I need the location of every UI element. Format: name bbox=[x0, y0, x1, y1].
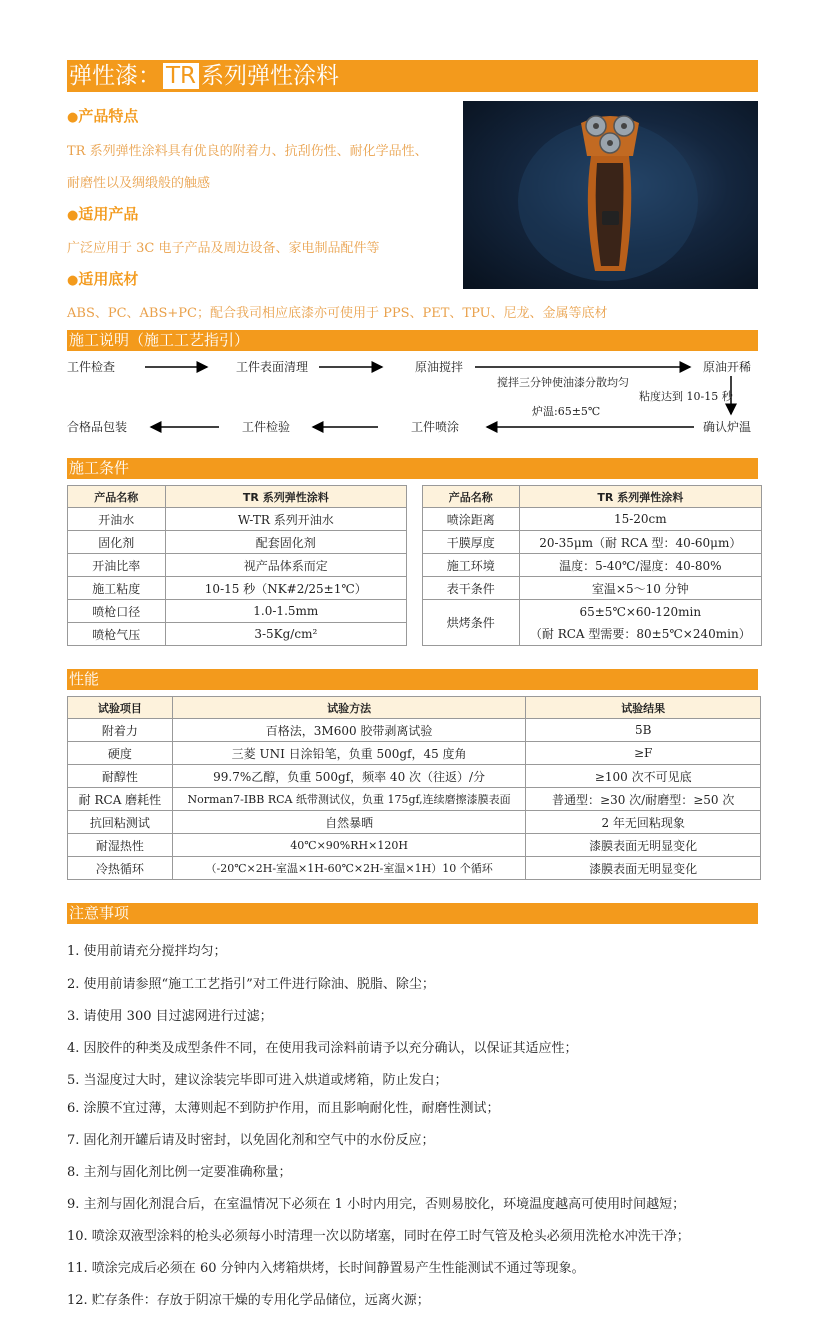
table-cell: ≥100 次不可见底 bbox=[526, 765, 761, 788]
feature-text-2: 广泛应用于 3C 电子产品及周边设备、家电制品配件等 bbox=[67, 241, 380, 256]
bake-conditions bbox=[519, 600, 761, 646]
title-suffix: 系列弹性涂料 bbox=[201, 63, 340, 89]
table-cell: W-TR 系列开油水 bbox=[165, 508, 406, 531]
notice-item: 3. 请使用 300 目过滤网进行过滤； bbox=[67, 1009, 273, 1024]
bake-line-1: 65±5℃×60-120min bbox=[579, 604, 702, 619]
performance-section-bar: 性能 bbox=[67, 669, 758, 690]
cond-right-header-1: 产品名称 bbox=[423, 486, 520, 508]
conditions-table-left bbox=[67, 485, 407, 646]
feature-heading-2: ●适用产品 bbox=[67, 205, 139, 223]
table-cell: 室温×5～10 分钟 bbox=[519, 577, 761, 600]
table-cell: 抗回粘测试 bbox=[68, 811, 173, 834]
notice-item: 6. 涂膜不宜过薄，太薄则起不到防护作用，而且影响耐化性，耐磨性测试； bbox=[67, 1101, 500, 1116]
table-cell: 三菱 UNI 日涂铅笔，负重 500gf，45 度角 bbox=[172, 742, 526, 765]
notice-item: 8. 主剂与固化剂比例一定要准确称量； bbox=[67, 1165, 292, 1180]
table-cell: 2 年无回粘现象 bbox=[526, 811, 761, 834]
table-cell: ≥F bbox=[526, 742, 761, 765]
feature-text-3: ABS、PC、ABS+PC；配合我司相应底漆亦可使用于 PPS、PET、TPU、尼龙、金属等底材 bbox=[67, 306, 608, 321]
table-cell: 硬度 bbox=[68, 742, 173, 765]
table-cell: 温度：5-40℃/湿度：40-80% bbox=[519, 554, 761, 577]
title-tr: TR bbox=[163, 63, 199, 89]
table-cell: 视产品体系而定 bbox=[165, 554, 406, 577]
perf-header-item: 试验项目 bbox=[68, 697, 173, 719]
table-cell: 40℃×90%RH×120H bbox=[172, 834, 526, 857]
step-4: 原油开稀 bbox=[703, 360, 752, 374]
notice-item: 5. 当湿度过大时，建议涂装完毕即可进入烘道或烤箱，防止发白； bbox=[67, 1073, 448, 1088]
process-note-stir: 搅拌三分钟使油漆分散均匀 bbox=[497, 376, 629, 389]
table-cell: 99.7%乙醇，负重 500gf，频率 40 次（往返）/分 bbox=[172, 765, 526, 788]
table-cell: 固化剂 bbox=[68, 531, 166, 554]
table-cell: Norman7-IBB RCA 纸带测试仪，负重 175gf,连续磨擦漆膜表面 bbox=[172, 788, 526, 811]
step-2: 工件表面清理 bbox=[236, 360, 309, 374]
step-8: 合格品包装 bbox=[67, 420, 128, 434]
cond-right-header-2: TR 系列弹性涂料 bbox=[519, 486, 761, 508]
table-cell: 开油水 bbox=[68, 508, 166, 531]
notice-item: 10. 喷涂双液型涂料的枪头必须每小时清理一次以防堵塞，同时在停工时气管及枪头必须用洗枪水冲洗干净； bbox=[67, 1229, 690, 1244]
table-cell: 施工环境 bbox=[423, 554, 520, 577]
table-cell: 附着力 bbox=[68, 719, 173, 742]
table-cell: 漆膜表面无明显变化 bbox=[526, 857, 761, 880]
conditions-table-right bbox=[422, 485, 762, 646]
table-cell: 开油比率 bbox=[68, 554, 166, 577]
table-cell: （-20℃×2H-室温×1H-60℃×2H-室温×1H）10 个循环 bbox=[172, 857, 526, 880]
step-1: 工件检查 bbox=[67, 360, 116, 374]
feature-text-1a: TR 系列弹性涂料具有优良的附着力、抗刮伤性、耐化学品性、 bbox=[67, 144, 428, 159]
cond-left-header-1: 产品名称 bbox=[68, 486, 166, 508]
table-cell: 喷涂距离 bbox=[423, 508, 520, 531]
process-arrows bbox=[0, 0, 820, 450]
feature-heading-1: ●产品特点 bbox=[67, 107, 139, 125]
conditions-section-bar: 施工条件 bbox=[67, 458, 758, 479]
cond-left-header-2: TR 系列弹性涂料 bbox=[165, 486, 406, 508]
notice-item: 7. 固化剂开罐后请及时密封，以免固化剂和空气中的水份反应； bbox=[67, 1133, 435, 1148]
performance-table bbox=[67, 696, 761, 880]
table-cell: 20-35μm（耐 RCA 型：40-60μm） bbox=[519, 531, 761, 554]
table-cell: 5B bbox=[526, 719, 761, 742]
step-6: 工件喷涂 bbox=[411, 420, 460, 434]
step-5: 确认炉温 bbox=[703, 420, 752, 434]
perf-header-method: 试验方法 bbox=[172, 697, 526, 719]
table-cell: 耐醇性 bbox=[68, 765, 173, 788]
step-7: 工件检验 bbox=[242, 420, 291, 434]
process-section-bar: 施工说明（施工工艺指引） bbox=[67, 330, 758, 351]
notice-item: 2. 使用前请参照“施工工艺指引”对工件进行除油、脱脂、除尘； bbox=[67, 977, 435, 992]
notices-section-bar: 注意事项 bbox=[67, 903, 758, 924]
table-cell: 漆膜表面无明显变化 bbox=[526, 834, 761, 857]
notice-item: 4. 因胶件的种类及成型条件不同，在使用我司涂料前请予以充分确认，以保证其适应性； bbox=[67, 1041, 578, 1056]
step-3: 原油搅拌 bbox=[415, 360, 464, 374]
feature-heading-3: ●适用底材 bbox=[67, 270, 139, 288]
table-cell: 耐 RCA 磨耗性 bbox=[68, 788, 173, 811]
notice-item: 1. 使用前请充分搅拌均匀； bbox=[67, 944, 227, 959]
table-cell: 冷热循环 bbox=[68, 857, 173, 880]
table-cell: 喷枪气压 bbox=[68, 623, 166, 646]
feature-text-1b: 耐磨性以及绸缎般的触感 bbox=[67, 176, 211, 191]
table-cell: 自然暴晒 bbox=[172, 811, 526, 834]
table-cell: 3-5Kg/cm² bbox=[165, 623, 406, 646]
title-prefix: 弹性漆： bbox=[69, 63, 161, 89]
table-cell: 百格法，3M600 胶带剥离试验 bbox=[172, 719, 526, 742]
table-cell: 普通型：≥30 次/耐磨型：≥50 次 bbox=[526, 788, 761, 811]
notice-item: 11. 喷涂完成后必须在 60 分钟内入烤箱烘烤，长时间静置易产生性能测试不通过等现象。 bbox=[67, 1261, 585, 1276]
notice-item: 9. 主剂与固化剂混合后，在室温情况下必须在 1 小时内用完，否则易胶化，环境温度越高可使用时间越短； bbox=[67, 1197, 686, 1212]
perf-header-result: 试验结果 bbox=[526, 697, 761, 719]
table-cell: 喷枪口径 bbox=[68, 600, 166, 623]
table-cell: 耐湿热性 bbox=[68, 834, 173, 857]
table-cell: 10-15 秒（NK#2/25±1℃） bbox=[165, 577, 406, 600]
bake-label: 烘烤条件 bbox=[423, 600, 520, 646]
notice-item: 12. 贮存条件：存放于阴凉干燥的专用化学品储位，远离火源； bbox=[67, 1293, 430, 1308]
table-cell: 1.0-1.5mm bbox=[165, 600, 406, 623]
table-cell: 15-20cm bbox=[519, 508, 761, 531]
bake-line-2: （耐 RCA 型需要：80±5℃×240min） bbox=[529, 626, 751, 641]
table-cell: 配套固化剂 bbox=[165, 531, 406, 554]
table-cell: 施工粘度 bbox=[68, 577, 166, 600]
process-note-viscosity: 粘度达到 10-15 秒 bbox=[639, 390, 733, 403]
table-cell: 表干条件 bbox=[423, 577, 520, 600]
process-note-oven: 炉温:65±5℃ bbox=[532, 405, 601, 418]
table-cell: 干膜厚度 bbox=[423, 531, 520, 554]
